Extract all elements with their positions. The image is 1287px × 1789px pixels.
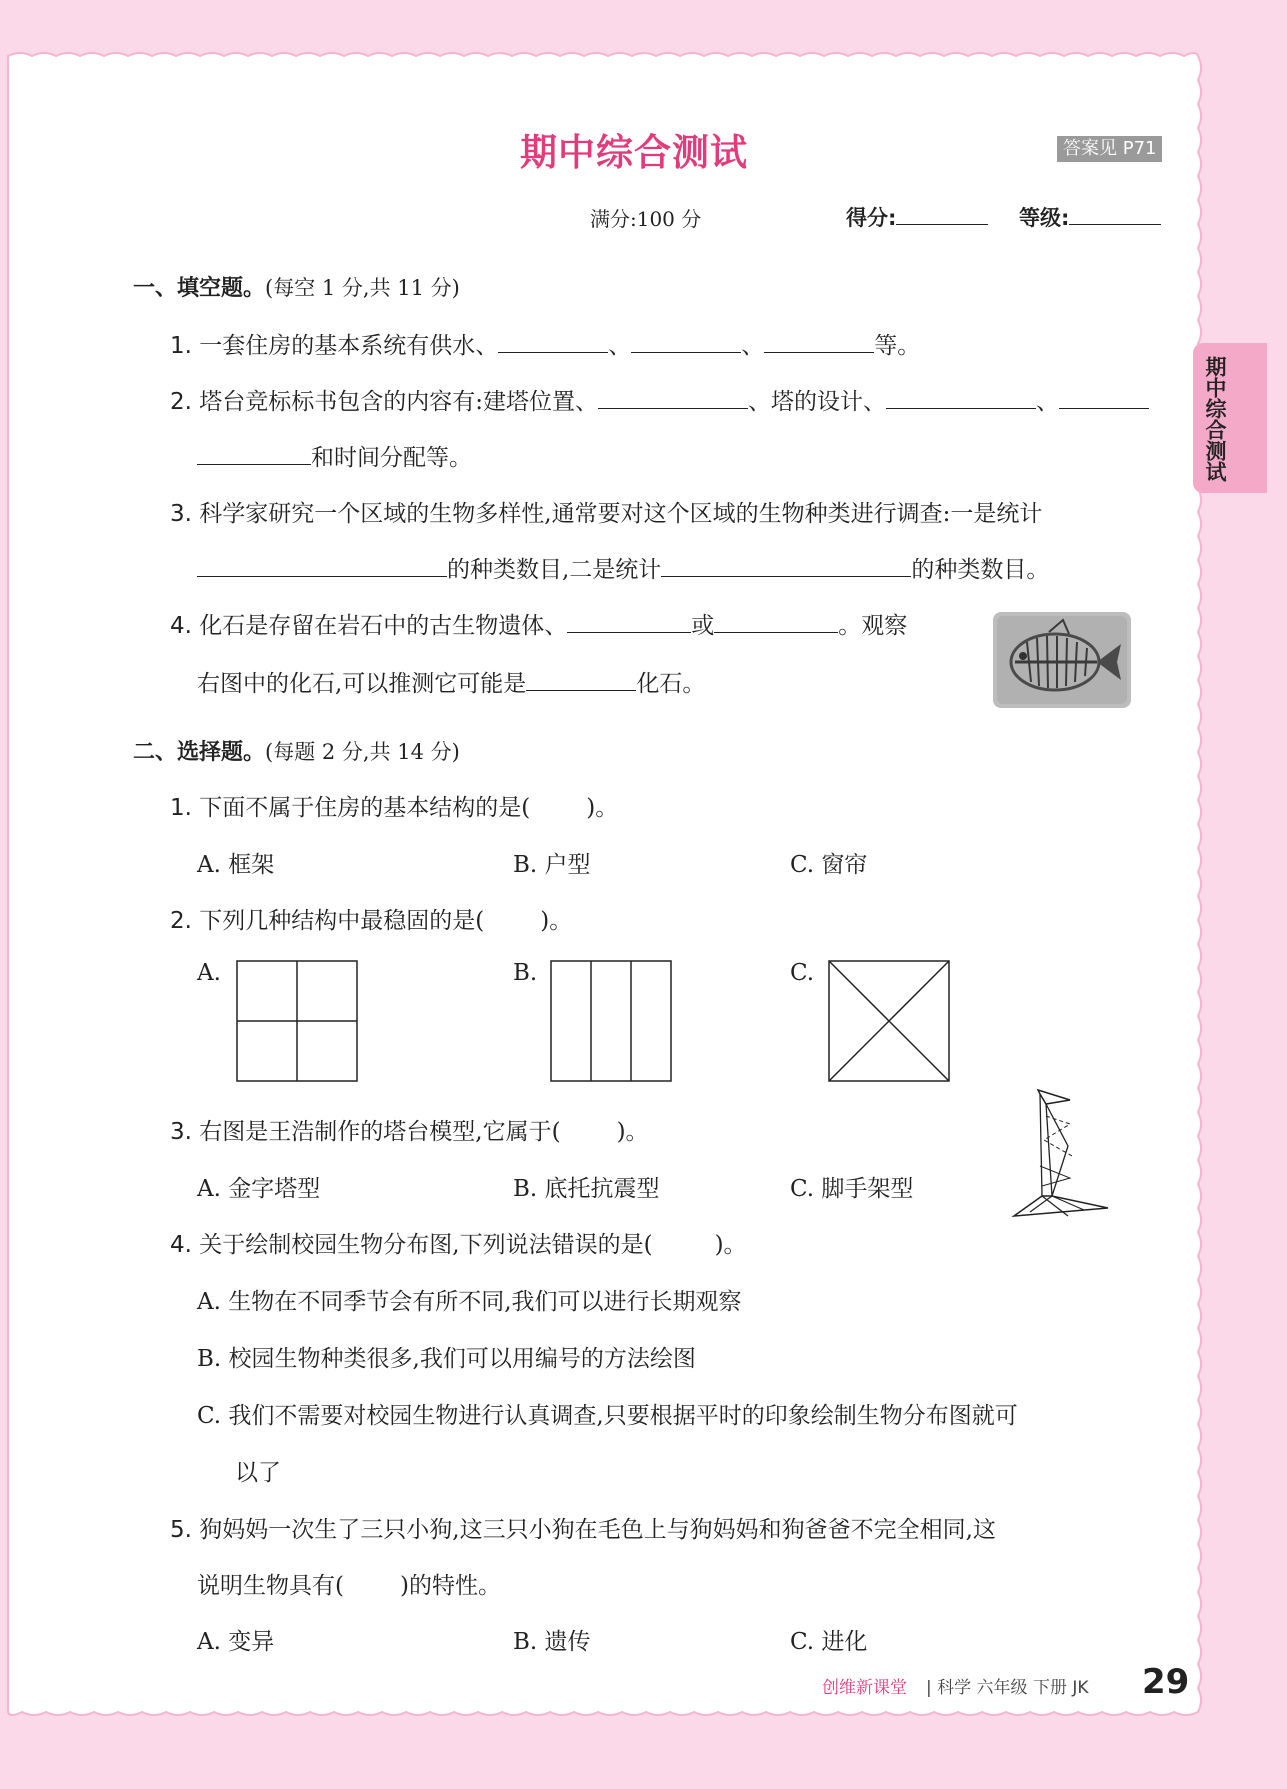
s1-question-2-cont: 和时间分配等。 <box>197 439 472 472</box>
s1-question-1: 1. 一套住房的基本系统有供水、 、 、 等。 <box>170 333 921 359</box>
s2-q3-option-a[interactable]: A. 金字塔型 <box>197 1176 321 1202</box>
grid-structure-diagram <box>236 960 360 1084</box>
page-title: 期中综合测试 <box>520 131 748 174</box>
s2-q2-option-b[interactable]: B. <box>513 960 538 986</box>
vertical-strips-diagram <box>550 960 674 1084</box>
blank[interactable] <box>631 351 741 353</box>
blank[interactable] <box>197 463 311 465</box>
side-tab-label: 期中综合测试 <box>1203 356 1227 482</box>
blank[interactable] <box>1059 407 1149 409</box>
s2-q1-option-b[interactable]: B. 户型 <box>513 852 591 878</box>
blank[interactable] <box>764 351 874 353</box>
answer-reference-badge: 答案见 P71 <box>1057 136 1162 162</box>
section-2-heading: 二、选择题。(每题 2 分,共 14 分) <box>133 740 460 765</box>
s2-q5-option-c[interactable]: C. 进化 <box>790 1629 868 1655</box>
s2-question-4: 4. 关于绘制校园生物分布图,下列说法错误的是( )。 <box>170 1232 747 1258</box>
s2-q4-option-c-cont: 以了 <box>235 1460 281 1486</box>
fish-fossil-image <box>993 612 1131 708</box>
s2-q2-option-a[interactable]: A. <box>197 960 221 986</box>
blank[interactable] <box>714 631 838 633</box>
s2-question-5-cont: 说明生物具有( )的特性。 <box>197 1573 501 1599</box>
grade-label: 等级: <box>1019 206 1070 230</box>
s2-q2-option-c[interactable]: C. <box>790 960 815 986</box>
blank[interactable] <box>661 575 911 577</box>
s2-q4-option-c[interactable]: C. 我们不需要对校园生物进行认真调查,只要根据平时的印象绘制生物分布图就可 <box>197 1403 1018 1429</box>
s2-q1-option-c[interactable]: C. 窗帘 <box>790 852 868 878</box>
s2-question-2: 2. 下列几种结构中最稳固的是( )。 <box>170 908 573 934</box>
score-label: 得分: <box>846 206 897 230</box>
blank[interactable] <box>526 689 636 691</box>
tower-model-diagram <box>1010 1086 1114 1220</box>
s2-q1-option-a[interactable]: A. 框架 <box>197 852 275 878</box>
cross-braced-diagram <box>828 960 952 1084</box>
s2-question-5: 5. 狗妈妈一次生了三只小狗,这三只小狗在毛色上与狗妈妈和狗爸爸不完全相同,这 <box>170 1517 996 1543</box>
blank[interactable] <box>197 575 447 577</box>
s2-question-1: 1. 下面不属于住房的基本结构的是( )。 <box>170 795 619 821</box>
s2-q4-option-b[interactable]: B. 校园生物种类很多,我们可以用编号的方法绘图 <box>197 1346 696 1372</box>
s2-question-3: 3. 右图是王浩制作的塔台模型,它属于( )。 <box>170 1119 649 1145</box>
footer-info: | 科学 六年级 下册 JK <box>926 1678 1089 1698</box>
s2-q3-option-c[interactable]: C. 脚手架型 <box>790 1176 914 1202</box>
s2-q5-option-b[interactable]: B. 遗传 <box>513 1629 591 1655</box>
blank[interactable] <box>498 351 608 353</box>
s1-question-2: 2. 塔台竞标标书包含的内容有:建塔位置、 、塔的设计、 、 <box>170 383 1149 416</box>
page-number: 29 <box>1142 1662 1190 1702</box>
s1-question-3: 3. 科学家研究一个区域的生物多样性,通常要对这个区域的生物种类进行调查:一是统计 <box>170 501 1043 527</box>
blank[interactable] <box>886 407 1036 409</box>
grade-field[interactable] <box>1019 202 1161 232</box>
s2-q3-option-b[interactable]: B. 底托抗震型 <box>513 1176 660 1202</box>
footer-brand: 创维新课堂 <box>822 1678 907 1698</box>
s2-q4-option-a[interactable]: A. 生物在不同季节会有所不同,我们可以进行长期观察 <box>197 1289 742 1315</box>
s2-q5-option-a[interactable]: A. 变异 <box>197 1629 275 1655</box>
s1-question-4: 4. 化石是存留在岩石中的古生物遗体、 或 。观察 <box>170 613 908 639</box>
s1-question-4-cont: 右图中的化石,可以推测它可能是 化石。 <box>197 671 706 697</box>
section-1-heading: 一、填空题。(每空 1 分,共 11 分) <box>133 276 460 301</box>
blank[interactable] <box>567 631 691 633</box>
full-score: 满分:100 分 <box>590 207 702 231</box>
blank[interactable] <box>598 407 748 409</box>
score-field[interactable] <box>846 202 988 232</box>
s1-question-3-cont: 的种类数目,二是统计 的种类数目。 <box>197 551 1049 584</box>
